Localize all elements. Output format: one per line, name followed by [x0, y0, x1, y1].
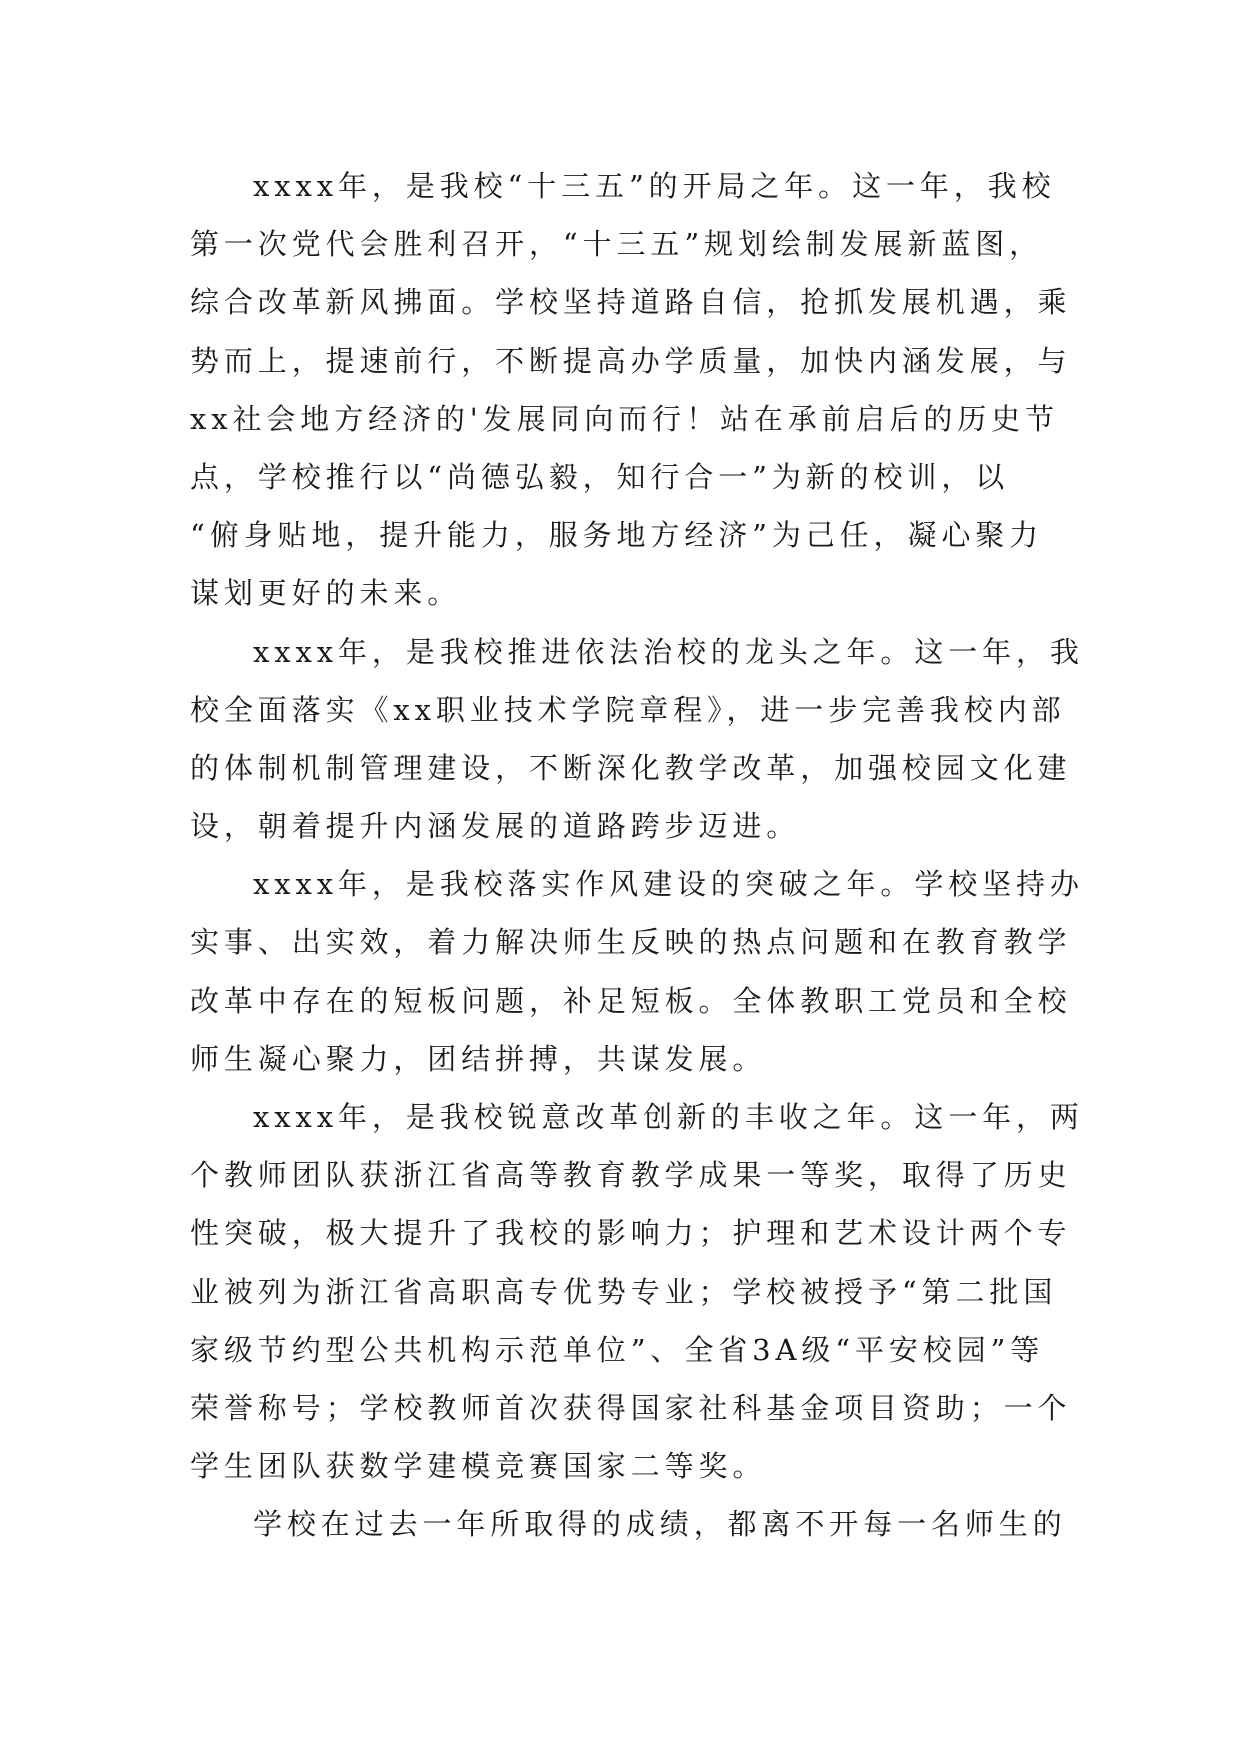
- paragraph-3-line-4: 师生凝心聚力，团结拼搏，共谋发展。: [190, 1041, 767, 1076]
- paragraph-1-line-2: 第一次党代会胜利召开，“十三五”规划绘制发展新蓝图，: [190, 227, 1044, 262]
- paragraph-1-line-8: 谋划更好的未来。: [190, 576, 462, 611]
- paragraph-2-line-3: 的体制机制管理建设，不断深化教学改革，加强校园文化建: [190, 750, 1072, 785]
- paragraph-4-line-7: 学生团队获数学建模竞赛国家二等奖。: [190, 1449, 767, 1484]
- paragraph-5-line-1: 学校在过去一年所取得的成绩，都离不开每一名师生的: [253, 1507, 1067, 1542]
- paragraph-1-line-5: xx社会地方经济的'发展同向而行！站在承前启后的历史节: [190, 401, 1059, 436]
- paragraph-1-line-7: “俯身贴地，提升能力，服务地方经济”为己任，凝心聚力: [190, 518, 1044, 553]
- paragraph-4-line-2: 个教师团队获浙江省高等教育教学成果一等奖，取得了历史: [190, 1158, 1072, 1193]
- paragraph-3-line-3: 改革中存在的短板问题，补足短板。全体教职工党员和全校: [190, 983, 1072, 1018]
- paragraph-1-line-1: xxxx年，是我校“十三五”的开局之年。这一年，我校: [253, 169, 1056, 203]
- paragraph-2-line-4: 设，朝着提升内涵发展的道路跨步迈进。: [190, 809, 801, 844]
- paragraph-1-line-4: 势而上，提速前行，不断提高办学质量，加快内涵发展，与: [190, 343, 1072, 378]
- document-body: [190, 157, 1084, 1554]
- paragraph-4-line-4: 业被列为浙江省高职高专优势专业；学校被授予“第二批国: [190, 1274, 1058, 1309]
- paragraph-3-line-1: xxxx年，是我校落实作风建设的突破之年。学校坚持办: [253, 867, 1084, 902]
- paragraph-2-line-2: 校全面落实《xx职业技术学院章程》，进一步完善我校内部: [190, 692, 1066, 727]
- paragraph-1-line-6: 点，学校推行以“尚德弘毅，知行合一”为新的校训，以: [190, 459, 1010, 494]
- paragraph-3-line-2: 实事、出实效，着力解决师生反映的热点问题和在教育教学: [190, 925, 1072, 960]
- paragraph-4-line-3: 性突破，极大提升了我校的影响力；护理和艺术设计两个专: [190, 1216, 1072, 1251]
- paragraph-4-line-5: 家级节约型公共机构示范单位”、全省3A级“平安校园”等: [190, 1332, 1045, 1367]
- paragraph-2-line-1: xxxx年，是我校推进依法治校的龙头之年。这一年，我: [253, 634, 1084, 669]
- paragraph-1-line-3: 综合改革新风拂面。学校坚持道路自信，抢抓发展机遇，乘: [190, 285, 1072, 320]
- paragraph-4-line-6: 荣誉称号；学校教师首次获得国家社科基金项目资助；一个: [190, 1390, 1072, 1425]
- paragraph-4-line-1: xxxx年，是我校锐意改革创新的丰收之年。这一年，两: [253, 1100, 1084, 1134]
